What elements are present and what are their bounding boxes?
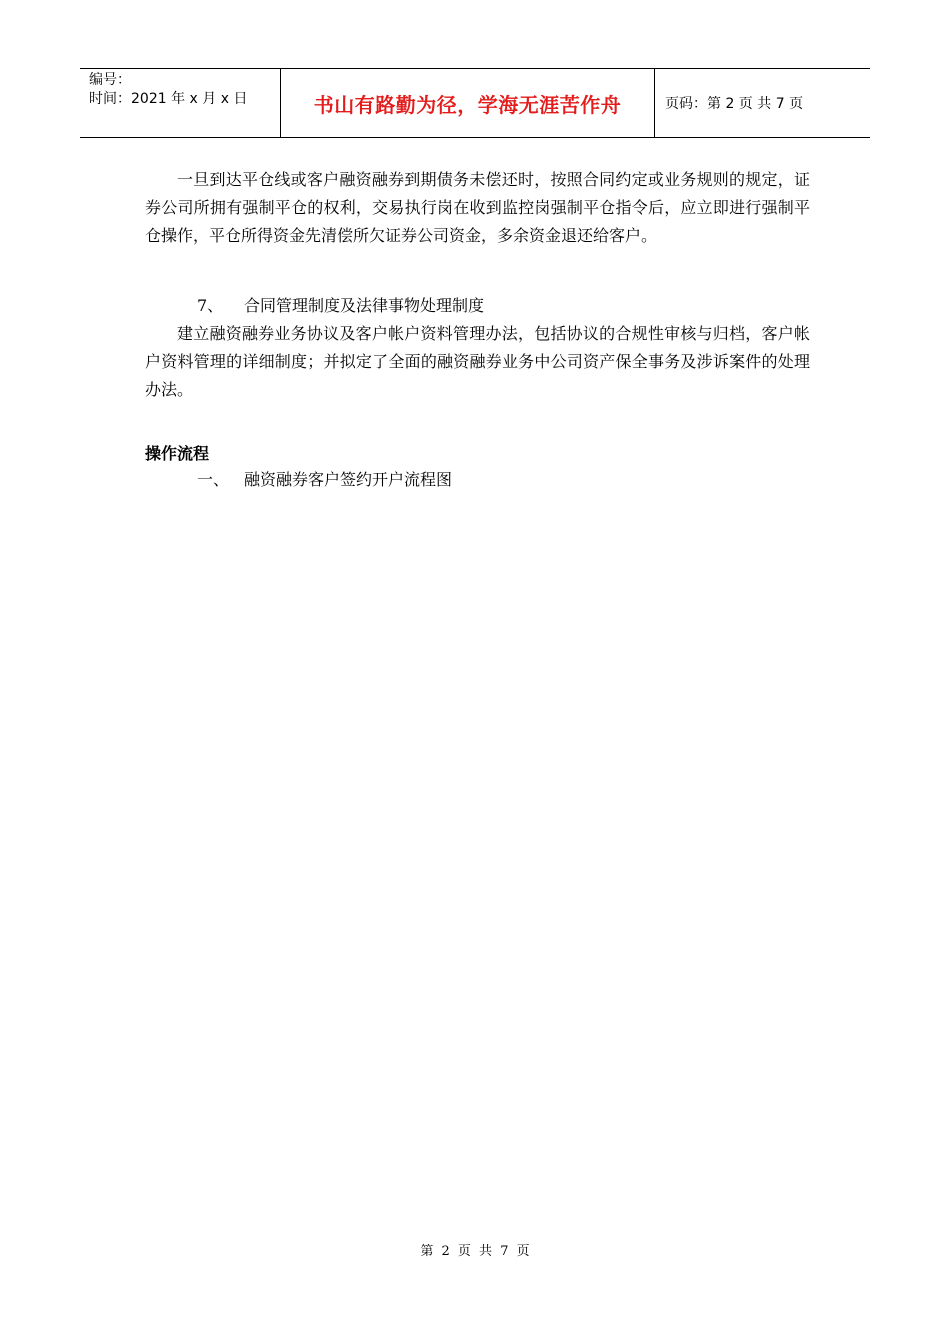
motto-cell [281,69,655,137]
sub-heading-1 [197,466,452,494]
paragraph-forced-liquidation: 一旦到达平仓线或客户融资融券到期债务未偿还时，按照合同约定或业务规则的规定，证券公司所拥有强制平仓的权利，交易执行岗在收到监控岗强制平仓指令后，应立即进行强制平仓操作，平仓所得资金先清偿所欠证券公司资金，多余资金退还给客户。 [145,170,810,245]
motto-text: 书山有路勤为径，学海无涯苦作舟 [313,92,622,117]
page-info-cell [655,69,870,137]
paragraph-block-2 [145,292,810,404]
item-7-title: 合同管理制度及法律事物处理制度 [244,296,485,315]
header-meta-cell [80,69,281,137]
page-info-text: 页码：第 2 页 共 7 页 [665,96,804,112]
time-label: 时间：2021 年 x 月 x 日 [89,91,248,107]
sub-heading-1-number: 一、 [197,470,230,489]
section-title: 操作流程 [145,444,210,463]
sub-heading-1-title: 融资融券客户签约开户流程图 [244,470,453,489]
item-7-number: 7、 [197,296,224,315]
item-7-heading [145,292,810,320]
paragraph-block-1 [145,166,810,250]
header-table [80,68,870,138]
paragraph-contract-management: 建立融资融券业务协议及客户帐户资料管理办法，包括协议的合规性审核与归档，客户帐户资料管理的详细制度；并拟定了全面的融资融券业务中公司资产保全事务及涉诉案件的处理办法。 [145,324,810,399]
page-footer: 第 2 页 共 7 页 [420,1244,530,1259]
number-label: 编号： [89,72,131,88]
